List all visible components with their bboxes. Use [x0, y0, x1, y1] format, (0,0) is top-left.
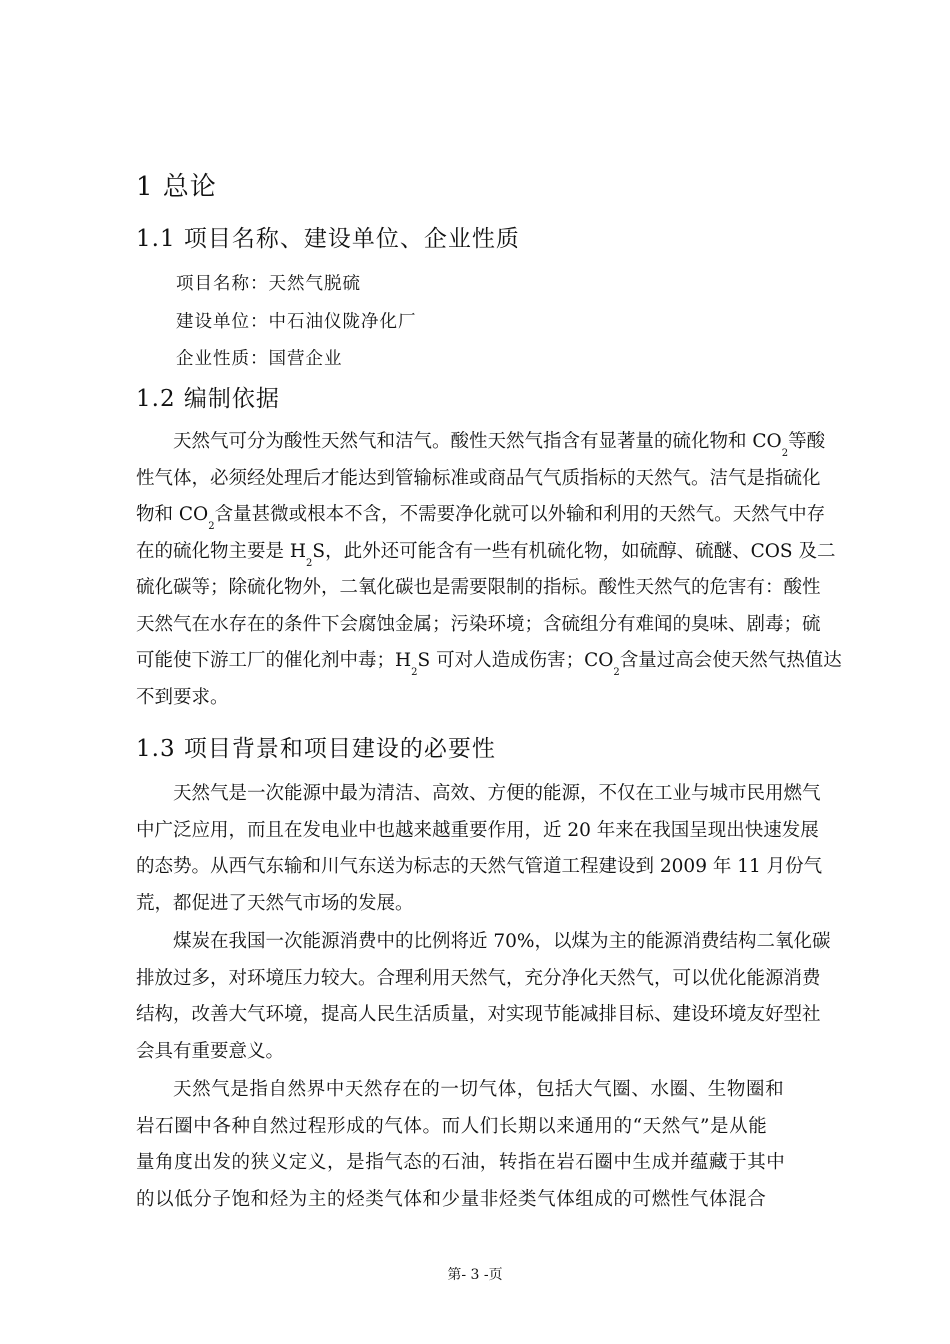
construction-unit: 建设单位：中石油仪陇净化厂: [176, 312, 417, 332]
paragraph-basis: [136, 424, 842, 716]
page-number: 第- 3 -页: [447, 1267, 503, 1283]
text-line: 排放过多，对环境压力较大。合理利用天然气，充分净化天然气，可以优化能源消费: [136, 967, 821, 989]
text-run: 物和 CO: [136, 504, 209, 525]
text-line: 天然气在水存在的条件下会腐蚀金属；污染环境；含硫组分有难闻的臭味、剧毒；硫: [136, 613, 821, 635]
text-run: 可能使下游工厂的催化剂中毒；H: [136, 650, 412, 671]
project-name: 项目名称：天然气脱硫: [176, 274, 361, 294]
text-line: 荒，都促进了天然气市场的发展。: [136, 892, 414, 914]
subscript: 2: [781, 448, 789, 459]
text-line: 结构，改善大气环境，提高人民生活质量，对实现节能减排目标、建设环境友好型社: [136, 1004, 821, 1025]
text-run: S，此外还可能含有一些有机硫化物，如硫醇、硫醚、COS 及二: [312, 540, 836, 562]
subscript: 2: [613, 667, 620, 678]
text-run: 天然气可分为酸性天然气和洁气。酸性天然气指含有显著量的硫化物和 CO: [173, 431, 782, 452]
text-run: 在的硫化物主要是 H: [136, 540, 307, 562]
text-line: 硫化碳等；除硫化物外，二氧化碳也是需要限制的指标。酸性天然气的危害有：酸性: [136, 577, 821, 598]
text-line: 的态势。从西气东输和川气东送为标志的天然气管道工程建设到 2009 年 11 月份气: [136, 856, 823, 877]
subscript: 2: [306, 557, 313, 569]
text-line: 岩石圈中各种自然过程形成的气体。而人们长期以来通用的“天然气”是从能: [136, 1115, 768, 1137]
enterprise-nature: 企业性质：国营企业: [176, 349, 343, 369]
text-run: 等酸: [788, 431, 826, 452]
section-title-1-3: 1.3 项目背景和项目建设的必要性: [136, 736, 496, 762]
paragraph-background-3: [136, 1072, 838, 1218]
chapter-title: 1 总论: [136, 172, 217, 202]
section-title-1-2: 1.2 编制依据: [136, 386, 280, 412]
text-line: 中广泛应用，而且在发电业中也越来越重要作用，近 20 年来在我国呈现出快速发展: [136, 819, 819, 841]
subscript: 2: [208, 521, 215, 532]
section-title-1-1: 1.1 项目名称、建设单位、企业性质: [136, 226, 520, 252]
text-line: 会具有重要意义。: [136, 1040, 285, 1062]
text-line: 天然气是指自然界中天然存在的一切气体，包括大气圈、水圈、生物圈和: [173, 1079, 785, 1100]
paragraph-background-2: [136, 924, 838, 1070]
text-line: 不到要求。: [136, 686, 229, 708]
paragraph-background-1: [136, 776, 838, 922]
text-line: 天然气是一次能源中最为清洁、高效、方便的能源，不仅在工业与城市民用燃气: [173, 783, 821, 804]
text-line: 性气体，必须经处理后才能达到管输标准或商品气气质指标的天然气。洁气是指硫化: [136, 467, 821, 489]
text-line: 量角度出发的狭义定义，是指气态的石油，转指在岩石圈中生成并蕴藏于其中: [136, 1152, 786, 1173]
text-run: S 可对人造成伤害；CO: [417, 650, 614, 671]
text-run: 含量甚微或根本不含，不需要净化就可以外输和利用的天然气。天然气中存: [214, 504, 826, 525]
text-line: 煤炭在我国一次能源消费中的比例将近 70%，以煤为主的能源消费结构二氧化碳: [173, 931, 831, 952]
text-line: 的以低分子饱和烃为主的烃类气体和少量非烃类气体组成的可燃性气体混合: [136, 1188, 767, 1210]
subscript: 2: [411, 667, 418, 678]
text-run: 含量过高会使天然气热值达: [619, 650, 842, 671]
